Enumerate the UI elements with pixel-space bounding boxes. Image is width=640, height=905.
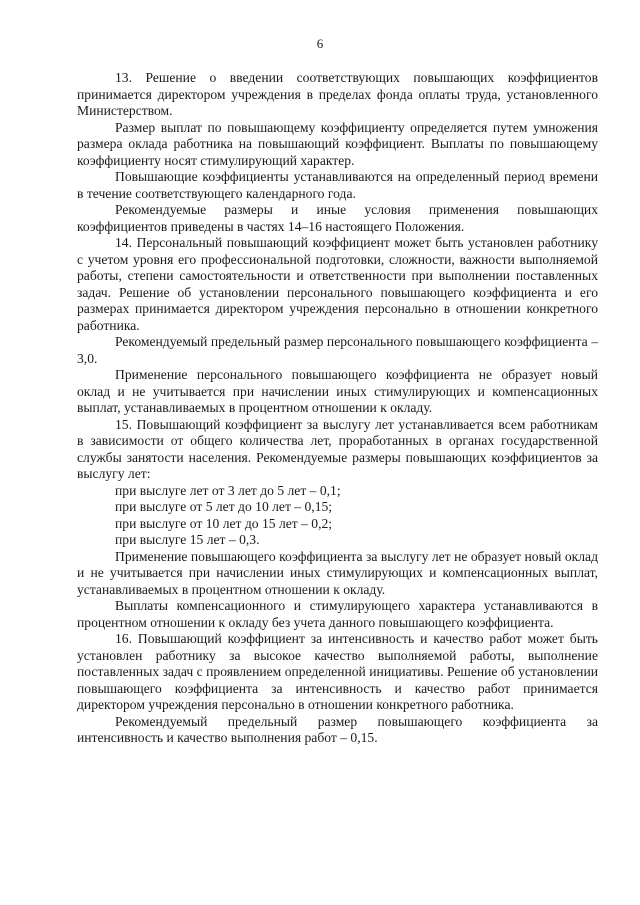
paragraph: Рекомендуемые размеры и иные условия применения повышающих коэффициентов приведены в частях 14–16 настоящего Положения. — [77, 202, 598, 234]
list-item: при выслуге от 10 лет до 15 лет – 0,2; — [115, 515, 333, 531]
paragraph-15: 15. Повышающий коэффициент за выслугу лет устанавливается всем работникам в зависимости от общего количества лет, проработанных в органах государственной службы занятости населения. Рекомендуемые размеры повышающих коэффициентов за выслугу лет: — [77, 416, 598, 481]
paragraph: Применение персонального повышающего коэффициента не образует новый оклад и не учитывается при начислении иных стимулирующих и компенсационных выплат, устанавливаемых в процентном отношении к окладу. — [77, 367, 598, 415]
paragraph: Выплаты компенсационного и стимулирующего характера устанавливаются в процентном отношении к окладу без учета данного повышающего коэффициента. — [77, 598, 598, 630]
paragraph-13: 13. Решение о введении соответствующих повышающих коэффициентов принимается директором учреждения в пределах фонда оплаты труда, установленного Министерством. — [77, 70, 598, 118]
list-item: при выслуге 15 лет – 0,3. — [115, 532, 260, 547]
document-body — [77, 70, 598, 747]
paragraph: Размер выплат по повышающему коэффициенту определяется путем умножения размера оклада работника на повышающий коэффициент. Выплаты по повышающему коэффициенту носят стимулирующий характер. — [77, 119, 598, 168]
page-number: 6 — [316, 36, 324, 51]
paragraph-16: 16. Повышающий коэффициент за интенсивность и качество работ может быть установлен работнику за высокое качество выполняемой работы, выполнение поставленных задач с проявлением определенной инициативы. Решение об установлении повышающего коэффициента за интенсивность и качество работ принимается директором учреждения персонально в отношении конкретного работника. — [77, 631, 598, 712]
paragraph: Рекомендуемый предельный размер повышающего коэффициента за интенсивность и качество выполнения работ – 0,15. — [77, 713, 598, 745]
list-item: при выслуге от 5 лет до 10 лет – 0,15; — [115, 499, 333, 514]
paragraph: Применение повышающего коэффициента за выслугу лет не образует новый оклад и не учитывается при начислении иных стимулирующих и компенсационных выплат, устанавливаемых в процентном отношении к окладу. — [77, 548, 598, 597]
paragraph: Рекомендуемый предельный размер персонального повышающего коэффициента – 3,0. — [77, 334, 598, 366]
list-item: при выслуге лет от 3 лет до 5 лет – 0,1; — [115, 482, 341, 498]
paragraph: Повышающие коэффициенты устанавливаются на определенный период времени в течение соответствующего календарного года. — [77, 169, 598, 201]
paragraph-14: 14. Персональный повышающий коэффициент может быть установлен работнику с учетом уровня его профессиональной подготовки, сложности, важности выполняемой работы, степени самостоятельности и ответственности при выполнении поставленных задач. Решение об установлении персонального повышающего коэффициента и его размерах принимается директором учреждения персонально в отношении конкретного работника. — [77, 235, 598, 333]
